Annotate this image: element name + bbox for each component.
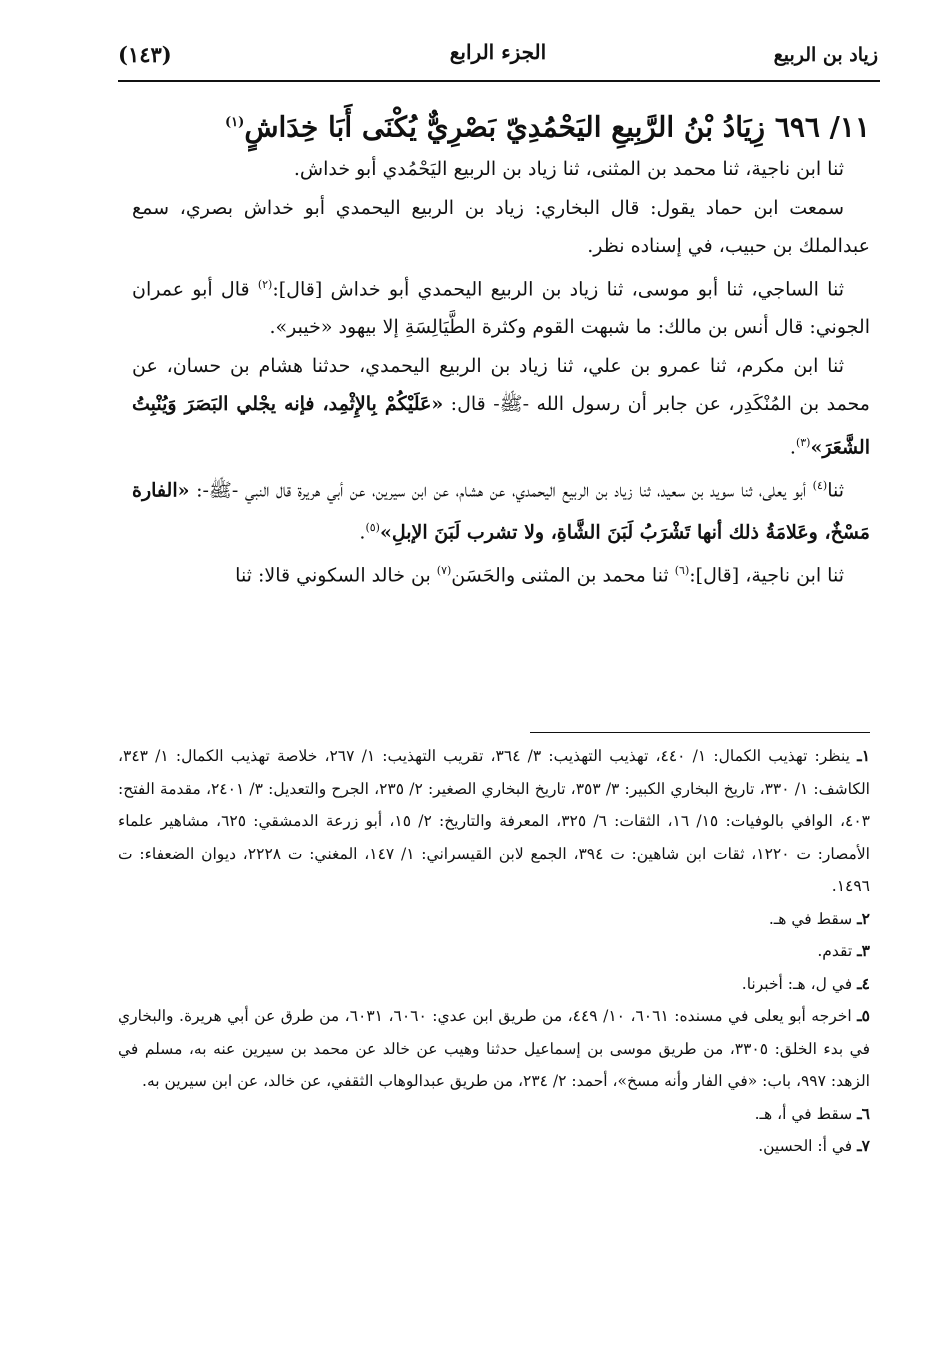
footnote-number: ٦ـ [857, 1103, 870, 1123]
footnote-number: ٧ـ [857, 1136, 870, 1155]
paragraph-6 [132, 552, 870, 595]
footnote-ref-3: (٣) [795, 435, 811, 449]
footnote-6 [118, 1098, 870, 1131]
paragraph-4-text: ثنا ابن مكرم، ثنا عمرو بن علي، ثنا زياد بن الربيع اليحمدي، حدثنا هشام بن حسان، عن محمد بن المُنْكَدِر، عن جابر أن رسول الله -ﷺ- قال: [132, 354, 870, 416]
header-divider [118, 80, 880, 82]
footnote-divider [530, 732, 870, 733]
paragraph-4: ثنا ابن مكرم، ثنا عمرو بن علي، ثنا زياد بن الربيع اليحمدي، حدثنا هشام بن حسان، عن محمد بن المُنْكَدِر، عن جابر أن رسول الله -ﷺ- قال: «عَلَيْكُمْ بِالإِثْمِد، فإنه يجْلي البَصَرَ وَيُنْبِتُ الشَّعَرَ»$^{(٣)}$. [132, 354, 870, 459]
footnote-2 [118, 903, 870, 936]
footnote-number: ٥ـ [857, 1006, 870, 1025]
hadith-quote-2: «الفارة مَسْخٌ، وعَلامَةُ ذلك أنها تَشْرَبُ لَبَنَ الشَّاةِ، ولا تشرب لَبَنَ الإبلِ» [132, 478, 870, 544]
footnote-text: في ل، هـ: أخبرنا. [741, 974, 853, 993]
footnote-3 [118, 935, 870, 968]
paragraph-5-text-b: أبو يعلى، ثنا سويد بن سعيد، ثنا زياد بن الربيع اليحمدي، عن هشام، عن ابن سيرين، عن أبي هريرة قال النبي -ﷺ-: [189, 478, 813, 501]
footnote-text: في أ: الحسين. [758, 1137, 853, 1155]
footnotes [118, 740, 870, 1163]
footnote-number: ٤ـ [857, 973, 870, 993]
paragraph-6-text-b: ثنا محمد بن المثنى والحَسَن [451, 564, 675, 587]
footnote-number: ٣ـ [857, 941, 870, 960]
footnote-ref-5: (٥) [365, 521, 380, 535]
footnote-number: ٢ـ [857, 908, 870, 928]
paragraph-3-text-a: ثنا الساجي، ثنا أبو موسى، ثنا زياد بن الربيع اليحمدي أبو خداش [قال]: [272, 277, 844, 300]
footnote-ref-4: (٤) [812, 478, 828, 492]
page-number: (١٤٣) [118, 42, 172, 67]
paragraph-5: ثنا$^{(٤)}$ أبو يعلى، ثنا سويد بن سعيد، ثنا زياد بن الربيع اليحمدي، عن هشام، عن ابن سيرين، عن أبي هريرة قال النبي -ﷺ-: «الفارة مَسْخٌ، وعَلامَةُ ذلك أنها تَشْرَبُ لَبَنَ الشَّاةِ، ولا تشرب لَبَنَ الإبلِ»$^{(٥)}$. [132, 478, 870, 544]
footnote-number: ١ـ [857, 746, 871, 765]
entry-title [140, 100, 870, 150]
paragraph-3-text-b: قال أبو عمران الجوني: قال أنس بن مالك: ما شبهت القوم وكثرة الطَّيَالِسَةِ إلا بيهود «خيبر». [132, 277, 870, 339]
paragraph-5-text-a: ثنا [827, 478, 844, 501]
entry-title-text: ١١/ ٦٩٦ زِيَادُ بْنُ الرَّبِيعِ اليَحْمُدِيّ بَصْرِيٌّ يُكْنَى أَبَا خِدَاشٍ [244, 110, 870, 144]
paragraph-6-text-a: ثنا ابن ناجية، [قال]: [689, 564, 844, 587]
running-header-volume: الجزء الرابع [449, 40, 547, 64]
paragraph-1: ثنا ابن ناجية، ثنا محمد بن المثنى، ثنا زياد بن الربيع اليَحْمُدي أبو خداش. [293, 158, 844, 180]
paragraph-6-text-c: بن خالد السكوني قالا: ثنا [235, 564, 437, 587]
footnote-ref-7: (٧) [436, 564, 452, 578]
footnote-7 [118, 1130, 870, 1163]
footnote-5 [118, 1000, 870, 1098]
hadith-quote-1: «عَلَيْكُمْ بِالإِثْمِد، فإنه يجْلي البَصَرَ وَيُنْبِتُ الشَّعَرَ» [132, 393, 870, 459]
footnote-text: سقط في أ، هـ. [754, 1104, 853, 1123]
entry-title-footnote-ref: (١) [225, 115, 245, 130]
footnote-ref-6: (٦) [674, 564, 690, 578]
running-header-entry-name: زياد بن الربيع [773, 44, 878, 66]
entry-body [132, 150, 870, 595]
footnote-text: تقدم. [817, 942, 853, 960]
paragraph-3 [132, 266, 870, 347]
footnote-ref-2: (٢) [257, 277, 273, 291]
footnote-text: سقط في هـ. [768, 909, 853, 928]
running-header [118, 36, 878, 76]
paragraph-2: سمعت ابن حماد يقول: قال البخاري: زياد بن الربيع اليحمدي أبو خداش بصري، سمع عبدالملك بن حبيب، في إسناده نظر. [132, 196, 870, 257]
footnote-text: اخرجه أبو يعلى في مسنده: ٦٠٦١، ١٠/ ٤٤٩، من طريق ابن عدي: ٦٠٦٠، ٦٠٣١، من طرق عن أبي هريرة. والبخاري في بدء الخلق: ٣٣٠٥، من طريق موسى بن إسماعيل حدثنا وهيب عن خالد عن محمد بن سيرين عنه به، مسلم في الزهد: ٩٩٧، باب: «في الفار وأنه مسخ»، أحمد: ٢/ ٢٣٤، من طريق عبدالوهاب الثقفي، عن خالد، عن ابن سيرين به. [118, 1007, 870, 1090]
footnote-text: ينظر: تهذيب الكمال: ١/ ٤٤٠، تهذيب التهذيب: ٣/ ٣٦٤، تقريب التهذيب: ١/ ٢٦٧، خلاصة تهذيب الكمال: ١/ ٣٤٣، الكاشف: ١/ ٣٣٠، تاريخ البخاري الكبير: ٣/ ٣٥٣، تاريخ البخاري الصغير: ٢/ ٢٣٥، الجرح والتعديل: ٣/ ٢٤٠١، مقدمة الفتح: ٤٠٣، الوافي بالوفيات: ١٥/ ١٦، الثقات: ٦/ ٣٢٥، المعرفة والتاريخ: ٢/ ١٥، أبو زرعة الدمشقي: ٦٢٥، مشاهير علماء الأمصار: ت ١٢٢٠، ثقات ابن شاهين: ت ٣٩٤، الجمع لابن القيسراني: ١/ ١٤٧، المغني: ت ٢٢٢٨، ديوان الضعفاء: ت ١٤٩٦. [118, 747, 870, 895]
footnote-4 [118, 968, 870, 1001]
footnote-1 [118, 740, 870, 903]
